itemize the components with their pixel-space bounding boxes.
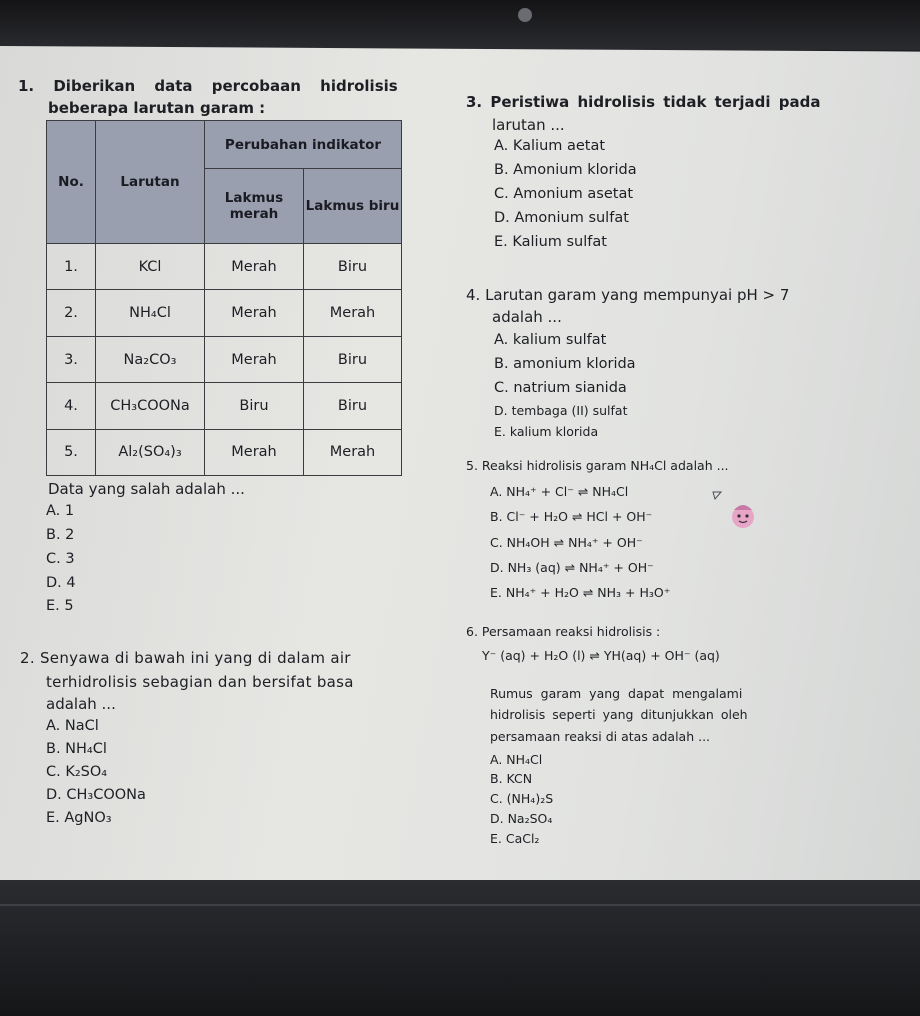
- cell-merah: Merah: [205, 336, 304, 382]
- cell-biru: Biru: [304, 383, 402, 429]
- q2-option-b[interactable]: B. NH₄Cl: [46, 741, 107, 757]
- q2-option-a[interactable]: A. NaCl: [46, 718, 99, 734]
- q2-option-d[interactable]: D. CH₃COONa: [46, 787, 146, 803]
- q3-option-d[interactable]: D. Amonium sulfat: [494, 210, 629, 226]
- q2-text-line2: terhidrolisis sebagian dan bersifat basa: [46, 673, 354, 691]
- cell-merah: Biru: [205, 383, 304, 429]
- pen-mark-icon: [712, 491, 722, 501]
- q2-text-line3: adalah ...: [46, 695, 116, 713]
- cell-biru: Biru: [304, 336, 402, 382]
- cell-no: 3.: [47, 336, 96, 382]
- q4-option-a[interactable]: A. kalium sulfat: [494, 332, 607, 348]
- q6-text-line1: 6. Persamaan reaksi hidrolisis :: [466, 624, 661, 639]
- table-row: [47, 244, 402, 290]
- q6-option-e[interactable]: E. CaCl₂: [490, 831, 540, 846]
- cell-larutan: CH₃COONa: [96, 383, 205, 429]
- table-row: [47, 290, 402, 336]
- q6-text-line3: hidrolisis seperti yang ditunjukkan oleh: [490, 707, 748, 722]
- q1-option-d[interactable]: D. 4: [46, 575, 76, 591]
- cell-no: 1.: [47, 244, 96, 290]
- q6-option-d[interactable]: D. Na₂SO₄: [490, 811, 553, 826]
- bottom-dark-area: [0, 880, 920, 1016]
- q1-text-line1: 1. Diberikan data percobaan hidrolisis: [18, 77, 398, 95]
- header-indikator: Perubahan indikator: [205, 121, 402, 169]
- q3-option-a[interactable]: A. Kalium aetat: [494, 138, 606, 154]
- q5-option-a[interactable]: A. NH₄⁺ + Cl⁻ ⇌ NH₄Cl: [490, 484, 629, 499]
- cell-no: 5.: [47, 429, 96, 475]
- q4-option-e[interactable]: E. kalium klorida: [494, 424, 599, 439]
- q6-option-b[interactable]: B. KCN: [490, 771, 533, 786]
- q4-text-line2: adalah ...: [492, 308, 562, 326]
- q2-option-c[interactable]: C. K₂SO₄: [46, 764, 108, 780]
- q5-text-line1: 5. Reaksi hidrolisis garam NH₄Cl adalah ...: [466, 458, 729, 473]
- cell-merah: Merah: [205, 290, 304, 336]
- q5-option-c[interactable]: C. NH₄OH ⇌ NH₄⁺ + OH⁻: [490, 535, 643, 550]
- cell-larutan: Na₂CO₃: [96, 336, 205, 382]
- cartoon-sticker-icon: [728, 500, 758, 530]
- q2-option-e[interactable]: E. AgNO₃: [46, 810, 112, 826]
- top-dark-area: [0, 0, 920, 50]
- header-no: No.: [47, 121, 96, 244]
- q6-text-line4: persamaan reaksi di atas adalah ...: [490, 729, 711, 744]
- q4-option-d[interactable]: D. tembaga (II) sulfat: [494, 403, 628, 418]
- cell-merah: Merah: [205, 429, 304, 475]
- q1-text-line2: beberapa larutan garam :: [48, 99, 266, 117]
- experiment-table: [46, 120, 402, 476]
- table-row: [47, 383, 402, 429]
- q5-option-e[interactable]: E. NH₄⁺ + H₂O ⇌ NH₃ + H₃O⁺: [490, 585, 671, 600]
- header-lakmus-merah: Lakmus merah: [205, 169, 304, 244]
- q3-text-line1: 3. Peristiwa hidrolisis tidak terjadi pada: [466, 93, 821, 111]
- cell-merah: Merah: [205, 244, 304, 290]
- q6-equation: Y⁻ (aq) + H₂O (l) ⇌ YH(aq) + OH⁻ (aq): [482, 648, 720, 663]
- q3-option-e[interactable]: E. Kalium sulfat: [494, 234, 607, 250]
- q4-text-line1: 4. Larutan garam yang mempunyai pH > 7: [466, 286, 790, 304]
- q3-text-line2: larutan ...: [492, 116, 565, 134]
- table-row: [47, 429, 402, 475]
- cell-biru: Merah: [304, 290, 402, 336]
- desk-edge: [0, 904, 920, 906]
- q1-option-a[interactable]: A. 1: [46, 503, 75, 519]
- q3-option-b[interactable]: B. Amonium klorida: [494, 162, 637, 178]
- cell-no: 4.: [47, 383, 96, 429]
- q4-option-b[interactable]: B. amonium klorida: [494, 356, 636, 372]
- cell-biru: Merah: [304, 429, 402, 475]
- camera-glare: [518, 8, 532, 22]
- q6-option-a[interactable]: A. NH₄Cl: [490, 752, 543, 767]
- cell-larutan: Al₂(SO₄)₃: [96, 429, 205, 475]
- q4-option-c[interactable]: C. natrium sianida: [494, 380, 627, 396]
- header-lakmus-biru: Lakmus biru: [304, 169, 402, 244]
- table-row: [47, 336, 402, 382]
- q6-text-line2: Rumus garam yang dapat mengalami: [490, 686, 743, 701]
- q1-prompt: Data yang salah adalah ...: [48, 480, 245, 498]
- q1-option-c[interactable]: C. 3: [46, 551, 75, 567]
- q5-option-b[interactable]: B. Cl⁻ + H₂O ⇌ HCl + OH⁻: [490, 509, 653, 524]
- q1-option-b[interactable]: B. 2: [46, 527, 75, 543]
- cell-larutan: KCl: [96, 244, 205, 290]
- cell-larutan: NH₄Cl: [96, 290, 205, 336]
- header-larutan: Larutan: [96, 121, 205, 244]
- q3-option-c[interactable]: C. Amonium asetat: [494, 186, 634, 202]
- q1-option-e[interactable]: E. 5: [46, 598, 74, 614]
- q5-option-d[interactable]: D. NH₃ (aq) ⇌ NH₄⁺ + OH⁻: [490, 560, 654, 575]
- q6-option-c[interactable]: C. (NH₄)₂S: [490, 791, 554, 806]
- cell-no: 2.: [47, 290, 96, 336]
- q2-text-line1: 2. Senyawa di bawah ini yang di dalam air: [20, 649, 351, 667]
- cell-biru: Biru: [304, 244, 402, 290]
